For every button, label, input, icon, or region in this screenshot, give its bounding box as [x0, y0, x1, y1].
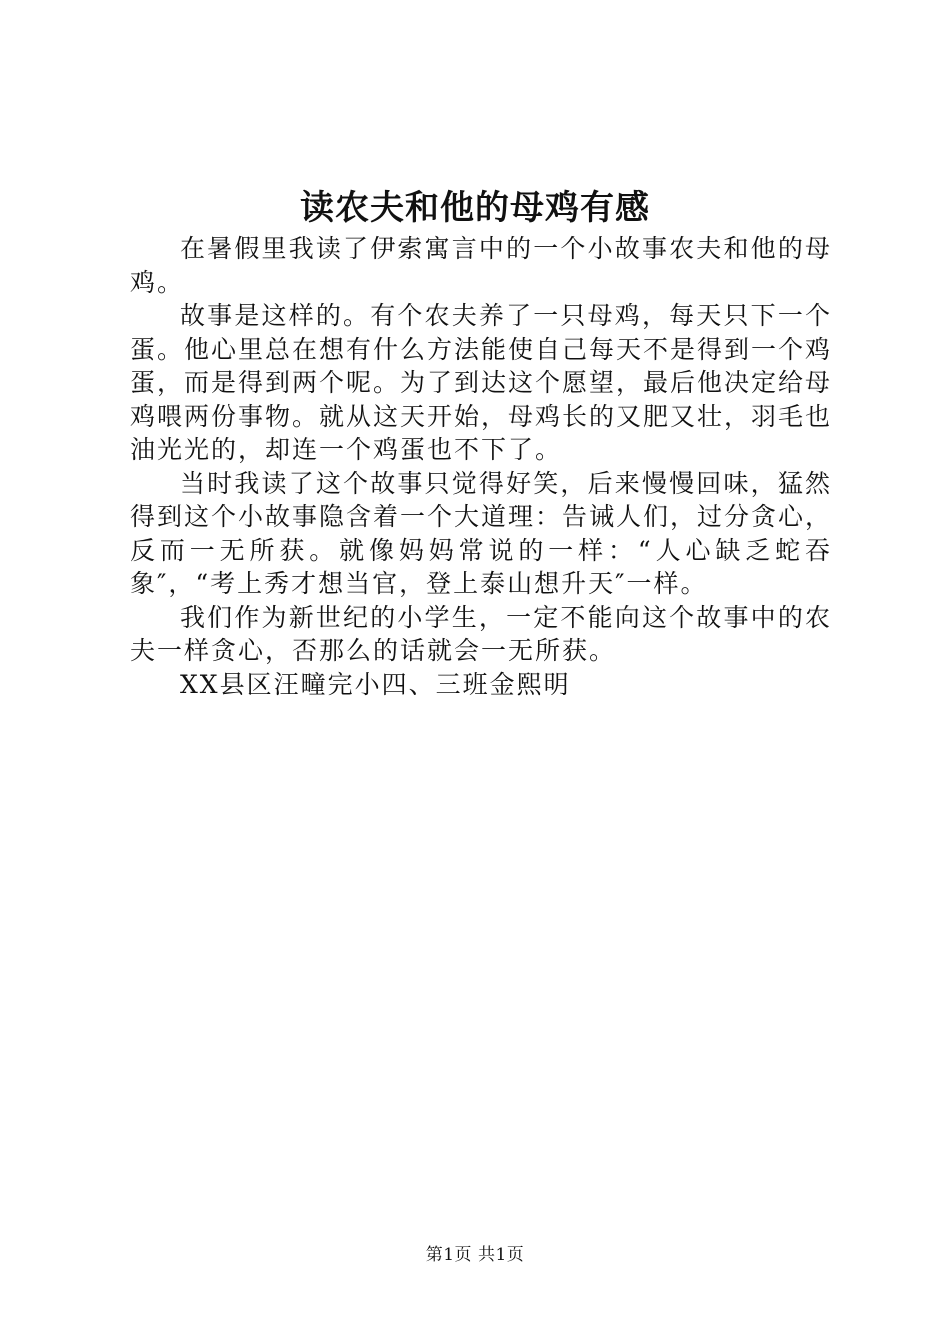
- paragraph: 在暑假里我读了伊索寓言中的一个小故事农夫和他的母鸡。: [130, 234, 832, 297]
- paragraph: 我们作为新世纪的小学生，一定不能向这个故事中的农夫一样贪心，否那么的话就会一无所获。: [130, 602, 832, 665]
- paragraph: 当时我读了这个故事只觉得好笑，后来慢慢回味，猛然得到这个小故事隐含着一个大道理：告诫人们，过分贪心，反而一无所获。就像妈妈常说的一样：“人心缺乏蛇吞象″，“考上秀才想当官，登上泰山想升天″一样。: [130, 468, 833, 598]
- document-body: [130, 232, 832, 701]
- document-title: 读农夫和他的母鸡有感: [300, 188, 650, 228]
- paragraph: 故事是这样的。有个农夫养了一只母鸡，每天只下一个蛋。他心里总在想有什么方法能使自己每天不是得到一个鸡蛋，而是得到两个呢。为了到达这个愿望，最后他决定给母鸡喂两份事物。就从这天开始，母鸡长的又肥又壮，羽毛也油光光的，却连一个鸡蛋也不下了。: [130, 301, 833, 464]
- page-footer: 第1页 共1页: [425, 1245, 525, 1265]
- author-line: XX县区汪疃完小四、三班金熙明: [180, 669, 571, 699]
